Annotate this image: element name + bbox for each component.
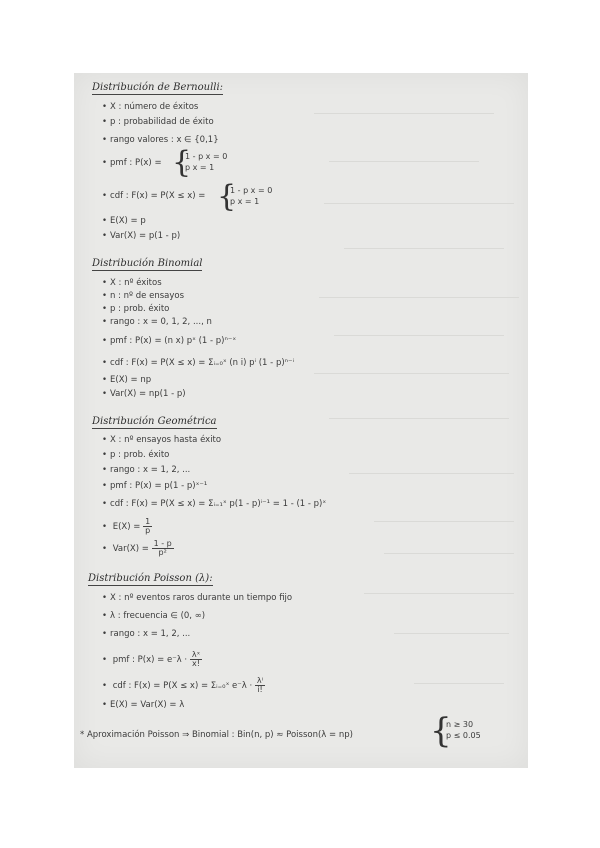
poisson-item-1: • λ : frecuencia ∈ (0, ∞) bbox=[102, 611, 205, 621]
binomial-var: • Var(X) = np(1 - p) bbox=[102, 389, 186, 399]
binomial-cdf: • cdf : F(x) = P(X ≤ x) = Σᵢ₌₀ˣ (n i) pⁱ (1 - p)ⁿ⁻ⁱ bbox=[102, 358, 294, 368]
bernoulli-cdf-cases bbox=[230, 185, 272, 207]
geometric-item-0: • X : nº ensayos hasta éxito bbox=[102, 435, 221, 445]
poisson-cdf bbox=[102, 677, 265, 694]
case: p x = 1 bbox=[185, 163, 215, 172]
poisson-item-2: • rango : x = 1, 2, ... bbox=[102, 629, 190, 639]
binomial-title: Distribución Binomial bbox=[92, 258, 203, 269]
bernoulli-pmf-label: • pmf : P(x) = bbox=[102, 158, 162, 168]
denominator: i! bbox=[257, 685, 263, 694]
brace: { bbox=[172, 145, 192, 180]
poisson-pmf bbox=[102, 651, 202, 668]
bernoulli-cdf-label: • cdf : F(x) = P(X ≤ x) = bbox=[102, 191, 205, 201]
geometric-mean bbox=[102, 518, 152, 535]
numerator: 1 bbox=[145, 517, 151, 526]
condition: n ≥ 30 bbox=[446, 720, 474, 729]
fraction bbox=[152, 540, 174, 557]
geometric-pmf: • pmf : P(x) = p(1 - p)ˣ⁻¹ bbox=[102, 481, 207, 491]
bernoulli-pmf-cases bbox=[185, 151, 227, 173]
brace: { bbox=[430, 711, 452, 751]
poisson-binomial-approximation: * Aproximación Poisson ⇒ Binomial : Bin(n, p) ≈ Poisson(λ = np) bbox=[80, 730, 353, 740]
poisson-moments: • E(X) = Var(X) = λ bbox=[102, 700, 184, 710]
brace: { bbox=[217, 179, 237, 214]
bernoulli-mean: • E(X) = p bbox=[102, 216, 146, 226]
bernoulli-item-2: • rango valores : x ∈ {0,1} bbox=[102, 135, 219, 145]
case: 1 - p x = 0 bbox=[230, 186, 273, 195]
fraction bbox=[190, 651, 202, 668]
case: p x = 1 bbox=[230, 197, 260, 206]
bernoulli-var: • Var(X) = p(1 - p) bbox=[102, 231, 180, 241]
binomial-pmf: • pmf : P(x) = (n x) pˣ (1 - p)ⁿ⁻ˣ bbox=[102, 336, 236, 346]
binomial-item-3: • rango : x = 0, 1, 2, ..., n bbox=[102, 317, 212, 327]
poisson-item-0: • X : nº eventos raros durante un tiempo fijo bbox=[102, 593, 292, 603]
binomial-item-1: • n : nº de ensayos bbox=[102, 291, 184, 301]
fraction bbox=[143, 518, 152, 535]
poisson-title: Distribución Poisson (λ): bbox=[88, 573, 213, 584]
mean-label: E(X) = bbox=[112, 522, 141, 532]
denominator: x! bbox=[192, 659, 200, 668]
approximation-conditions bbox=[446, 719, 481, 741]
bernoulli-item-1: • p : probabilidad de éxito bbox=[102, 117, 214, 127]
condition: p ≤ 0.05 bbox=[446, 731, 481, 740]
numerator: 1 - p bbox=[153, 539, 172, 548]
geometric-cdf: • cdf : F(x) = P(X ≤ x) = Σᵢ₌₁ˣ p(1 - p)ⁱ⁻¹ = 1 - (1 - p)ˣ bbox=[102, 499, 326, 509]
geometric-item-1: • p : prob. éxito bbox=[102, 450, 169, 460]
binomial-item-2: • p : prob. éxito bbox=[102, 304, 169, 314]
geometric-var bbox=[102, 540, 174, 557]
numerator: λⁱ bbox=[256, 676, 264, 685]
scanned-page bbox=[74, 73, 528, 768]
geometric-item-2: • rango : x = 1, 2, ... bbox=[102, 465, 190, 475]
handwritten-notes bbox=[74, 73, 528, 768]
bernoulli-item-0: • X : número de éxitos bbox=[102, 102, 198, 112]
binomial-mean: • E(X) = np bbox=[102, 375, 151, 385]
cdf-label: cdf : F(x) = P(X ≤ x) = Σᵢ₌₀ˣ e⁻λ · bbox=[112, 681, 253, 691]
pmf-label: pmf : P(x) = e⁻λ · bbox=[112, 655, 188, 665]
denominator: p² bbox=[158, 548, 167, 557]
denominator: p bbox=[145, 526, 151, 535]
numerator: λˣ bbox=[191, 650, 201, 659]
fraction bbox=[255, 677, 265, 694]
var-label: Var(X) = bbox=[112, 544, 149, 554]
bernoulli-title: Distribución de Bernoulli: bbox=[92, 82, 224, 93]
geometric-title: Distribución Geométrica bbox=[92, 416, 217, 427]
binomial-item-0: • X : nº éxitos bbox=[102, 278, 162, 288]
case: 1 - p x = 0 bbox=[185, 152, 228, 161]
